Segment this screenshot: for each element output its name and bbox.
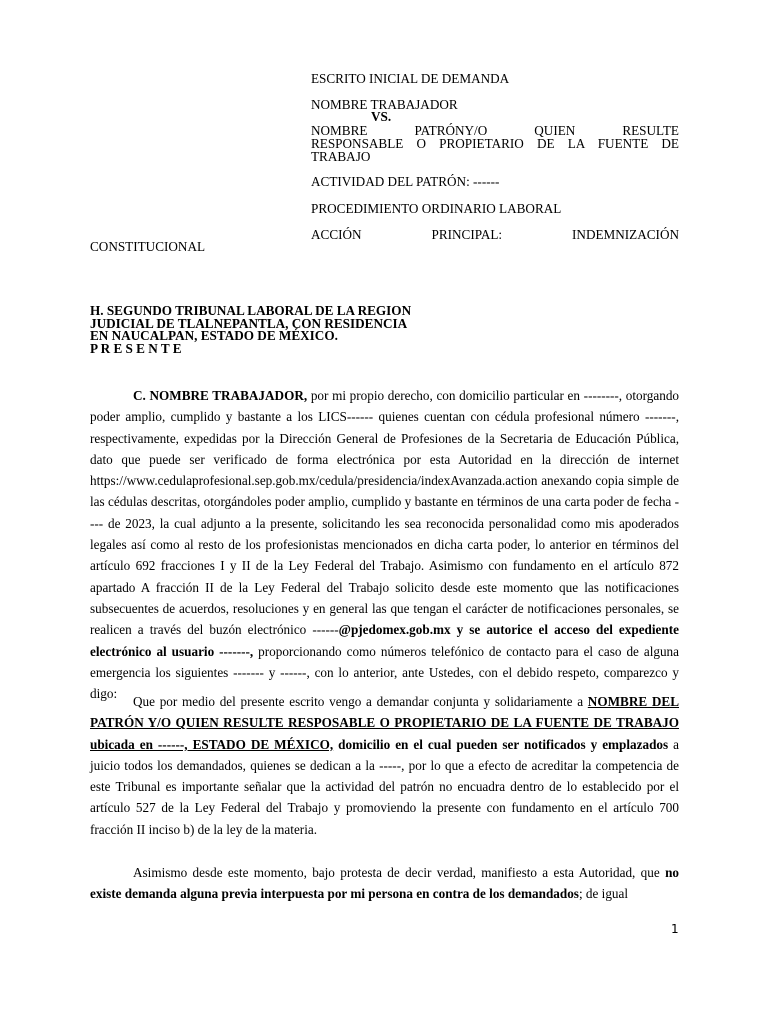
court-line-4: P R E S E N T E (90, 340, 182, 356)
paragraph-1-name: C. NOMBRE TRABAJADOR, (133, 388, 308, 403)
main-action-line-2: CONSTITUCIONAL (90, 239, 206, 254)
employer-line-2: RESPONSABLE O PROPIETARIO DE LA FUENTE DE (311, 136, 679, 151)
court-line-2: JUDICIAL DE TLALNEPANTLA, CON RESIDENCIA (90, 315, 408, 331)
versus-label: VS. (371, 109, 392, 124)
paragraph-2-text-b: a juicio todos los demandados, quienes se dedican a la -----, por lo que a efecto de acreditar la competencia de este Tribunal es importante señalar que la actividad del patrón no encuadra dentro de lo establecido por el artículo 527 de la Ley Federal del Trabajo y promoviendo la presente con fundamento en el artículo 700 fracción II inciso b) de la ley de la materia. (90, 736, 680, 837)
document-title: ESCRITO INICIAL DE DEMANDA (311, 71, 510, 86)
employer-line-1: NOMBRE PATRÓNY/O QUIEN RESULTE (311, 123, 679, 138)
paragraph-1-email: @pjedomex.gob.mx y se autorice el acceso del expediente electrónico al usuario -------, (90, 622, 679, 659)
worker-name: NOMBRE TRABAJADOR (311, 97, 458, 112)
paragraph-3-text-b: ; de igual (578, 886, 629, 902)
paragraph-2-text-a: Que por medio del presente escrito vengo a demandar conjunta y solidariamente a (133, 694, 588, 709)
court-line-3: EN NAUCALPAN, ESTADO DE MÉXICO. (90, 328, 338, 343)
paragraph-2-bold: domicilio en el cual pueden ser notificados y emplazados (333, 736, 669, 752)
paragraph-2-defendant: NOMBRE DEL PATRÓN Y/O QUIEN RESULTE RESPOSABLE O PROPIETARIO DE LA FUENTE DE TRABAJO ubicada en ------, ESTADO DE MÉXICO, (90, 694, 679, 752)
court-addressee (90, 305, 680, 355)
court-line-1: H. SEGUNDO TRIBUNAL LABORAL DE LA REGION (90, 303, 412, 318)
paragraph-3-text-a: Asimismo desde este momento, bajo protesta de decir verdad, manifiesto a esta Autoridad, que (133, 865, 666, 880)
employer-line-3: TRABAJO (311, 149, 371, 164)
paragraph-protest (90, 862, 679, 905)
paragraph-appearance (90, 385, 679, 704)
page-number: 1 (671, 922, 679, 936)
main-action-line-1: ACCIÓN PRINCIPAL: INDEMNIZACIÓN (311, 227, 679, 242)
procedure-type: PROCEDIMIENTO ORDINARIO LABORAL (311, 201, 562, 216)
employer-activity: ACTIVIDAD DEL PATRÓN: ------ (311, 174, 500, 189)
paragraph-demand (90, 691, 679, 840)
paragraph-1-text-a: por mi propio derecho, con domicilio particular en --------, otorgando poder amplio, cumplido y bastante a los LICS------ quienes cuentan con cédula profesional número -------, respectivamente, expedidas por la Dirección General de Profesiones de la Secretaria de Educación Pública, dato que puede ser verificado de forma electrónica por esta Autoridad en la dirección de internet https://www.cedulaprofesional.sep.gob.mx/cedula/presidencia/indexAvanzada.action anexando copia simple de las cédulas descritas, otorgándoles poder amplio, cumplido y bastante en términos de una carta poder de fecha ---- de 2023, la cual adjunto a la presente, solicitando les sea reconocida personalidad como mis apoderados legales así como al resto de los profesionistas mencionados en dicha carta poder, lo anterior en términos del artículo 692 fracciones I y II de la Ley Federal del Trabajo. Asimismo con fundamento en el artículo 872 apartado A fracción II de la Ley Federal del Trabajo solicito desde este momento que las notificaciones subsecuentes de acuerdos, resoluciones y en general las que tengan el carácter de notificaciones personales, se realicen a través del buzón electrónico ------ (90, 388, 680, 638)
paragraph-3-bold: no existe demanda alguna previa interpuesta por mi persona en contra de los demandados (90, 865, 679, 902)
paragraph-1-text-b: proporcionando como números telefónico de contacto para el caso de alguna emergencia los siguientes ------- y ------, con lo anterior, ante Ustedes, con el debido respeto, comparezco y digo: (90, 643, 679, 702)
